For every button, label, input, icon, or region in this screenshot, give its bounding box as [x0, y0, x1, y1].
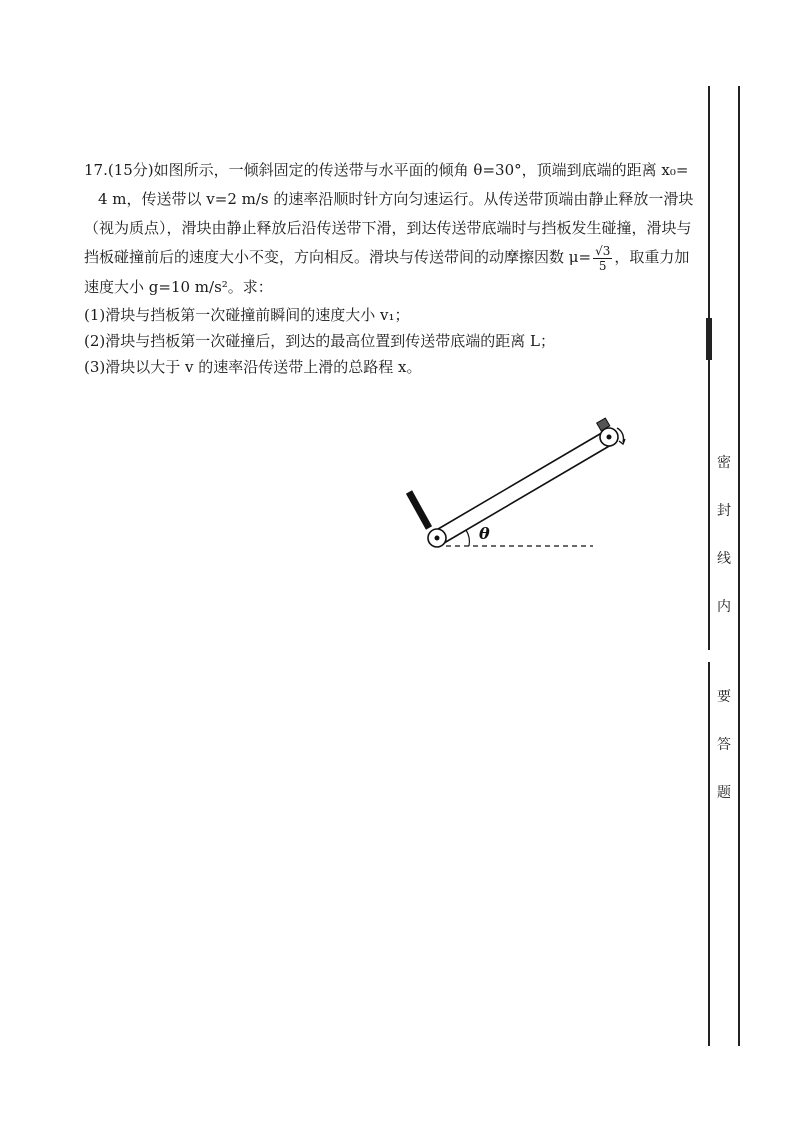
problem-stem [84, 156, 694, 302]
belt-lower-edge [439, 445, 611, 546]
rotation-arrowhead [619, 439, 625, 444]
mu-numerator: √3 [595, 243, 611, 258]
conveyor-belt-figure [395, 410, 650, 560]
seal-char-4: 内 [717, 599, 731, 615]
seal-char-7: 题 [717, 785, 731, 801]
seal-char-2: 封 [717, 503, 731, 519]
stem-line-4: 挡板碰撞前后的速度大小不变，方向相反。滑块与传送带间的动摩擦因数 μ= [84, 248, 592, 266]
baffle-plate [409, 492, 429, 528]
problem-points: (15分) [107, 161, 154, 179]
stem-line-2: 4 m，传送带以 v=2 m/s 的速率沿顺时针方向匀速运行。从传送带顶端由静止释放一滑块 [98, 190, 694, 208]
margin-rule-left [708, 86, 710, 1046]
stem-line-4-end: ，取重力加 [614, 248, 690, 266]
mu-denominator: 5 [598, 258, 607, 273]
belt-upper-edge [433, 431, 605, 532]
problem-17 [84, 156, 694, 380]
question-1: (1)滑块与挡板第一次碰撞前瞬间的速度大小 v₁； [84, 305, 410, 324]
seal-char-5: 要 [717, 689, 731, 705]
seal-char-1: 密 [717, 455, 731, 471]
margin-rule-right [738, 86, 740, 1046]
stem-line-3: （视为质点），滑块由静止释放后沿传送带下滑，到达传送带底端时与挡板发生碰撞，滑块与 [84, 219, 692, 237]
stem-line-5: 速度大小 g=10 m/s²。求： [84, 277, 273, 296]
problem-number: 17. [84, 161, 108, 179]
angle-label: θ [479, 524, 490, 543]
mu-fraction [593, 244, 612, 273]
question-2: (2)滑块与挡板第一次碰撞后，到达的最高位置到传送带底端的距离 L； [84, 331, 555, 350]
top-pulley-axle [607, 435, 612, 440]
margin-rule-gap-top [708, 650, 710, 662]
seal-char-6: 答 [717, 737, 731, 753]
stem-line-1: 如图所示，一倾斜固定的传送带与水平面的倾角 θ=30°，顶端到底端的距离 x₀= [153, 161, 689, 179]
margin-rule-tick [706, 318, 712, 360]
question-3: (3)滑块以大于 v 的速率沿传送带上滑的总路程 x。 [84, 357, 422, 376]
seal-char-3: 线 [717, 551, 731, 567]
bottom-pulley-axle [435, 536, 440, 541]
angle-arc [466, 530, 469, 546]
